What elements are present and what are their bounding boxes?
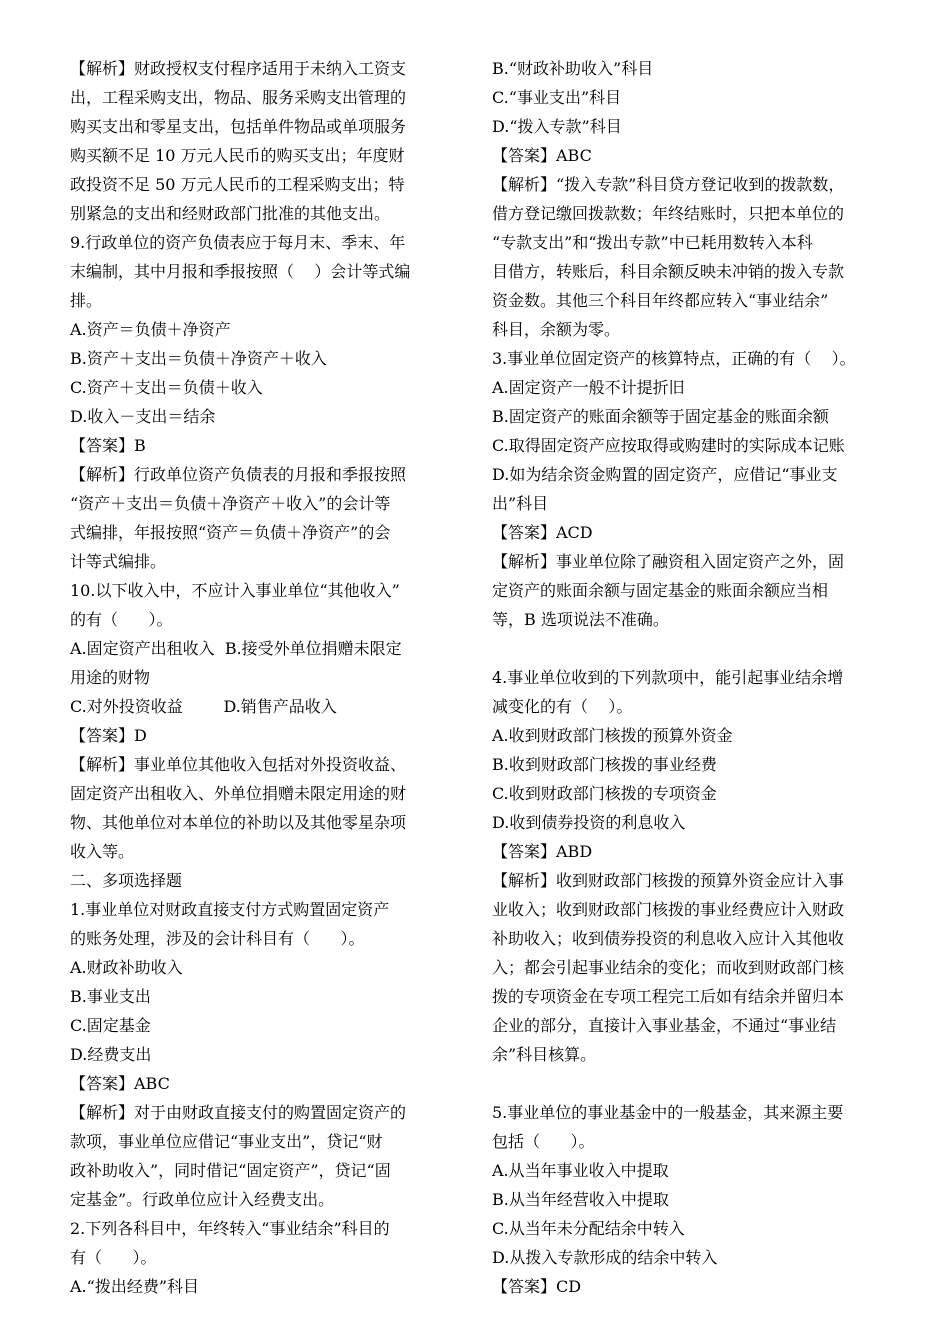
text-line: 业收入；收到财政部门核拨的事业经费应计入财政 <box>492 900 845 919</box>
text-line: 用途的财物 <box>70 668 151 687</box>
text-line: A.固定资产一般不计提折旧 <box>492 378 685 397</box>
text-line: 出，工程采购支出，物品、服务采购支出管理的 <box>70 88 407 107</box>
text-line: 的账务处理，涉及的会计科目有（ ）。 <box>70 929 365 948</box>
text-line: C.固定基金 <box>70 1016 151 1035</box>
text-line: D.经费支出 <box>70 1045 152 1064</box>
text-line: 【答案】D <box>70 726 147 745</box>
blank-line <box>492 1069 904 1098</box>
text-line: 【解析】收到财政部门核拨的预算外资金应计入事 <box>492 871 845 890</box>
text-line: 包括（ ）。 <box>492 1132 595 1151</box>
text-line: 减变化的有（ ）。 <box>492 697 633 716</box>
text-line: B.“财政补助收入”科目 <box>492 59 654 78</box>
text-line: 政投资不足 50 万元人民币的工程采购支出；特 <box>70 175 405 194</box>
text-line: B.资产＋支出＝负债＋净资产＋收入 <box>70 349 327 368</box>
text-line: 别紧急的支出和经财政部门批准的其他支出。 <box>70 204 391 223</box>
text-line: 余”科目核算。 <box>492 1045 597 1064</box>
text-line: 购买额不足 10 万元人民币的购买支出；年度财 <box>70 146 405 165</box>
right-column <box>492 54 904 1301</box>
text-line: 【答案】ABC <box>492 146 592 165</box>
text-line: 款项，事业单位应借记“事业支出”，贷记“财 <box>70 1132 383 1151</box>
text-line: 式编排，年报按照“资产＝负债＋净资产”的会 <box>70 523 391 542</box>
text-line: C.资产＋支出＝负债＋收入 <box>70 378 263 397</box>
text-line: 定资产的账面余额与固定基金的账面余额应当相 <box>492 581 829 600</box>
text-line: 拨的专项资金在专项工程完工后如有结余并留归本 <box>492 987 845 1006</box>
text-line: “专款支出”和“拨出专款”中已耗用数转入本科 <box>492 233 813 252</box>
text-line: 【答案】ABD <box>492 842 593 861</box>
text-line: 等，B 选项说法不准确。 <box>492 610 669 629</box>
text-line: 4.事业单位收到的下列款项中，能引起事业结余增 <box>492 668 844 687</box>
text-line: A.财政补助收入 <box>70 958 183 977</box>
text-line: B.收到财政部门核拨的事业经费 <box>492 755 717 774</box>
left-column <box>70 54 455 1301</box>
text-line: C.取得固定资产应按取得或购建时的实际成本记账 <box>492 436 845 455</box>
text-line: D.如为结余资金购置的固定资产，应借记“事业支 <box>492 465 838 484</box>
text-line: A.资产＝负债＋净资产 <box>70 320 231 339</box>
text-line: 【答案】CD <box>492 1277 582 1296</box>
text-line: 购买支出和零星支出，包括单件物品或单项服务 <box>70 117 407 136</box>
text-line: 5.事业单位的事业基金中的一般基金，其来源主要 <box>492 1103 844 1122</box>
text-line: C.从当年未分配结余中转入 <box>492 1219 685 1238</box>
text-line: A.“拨出经费”科目 <box>70 1277 200 1296</box>
text-line: 物、其他单位对本单位的补助以及其他零星杂项 <box>70 813 407 832</box>
text-line: B.事业支出 <box>70 987 151 1006</box>
text-line: 收入等。 <box>70 842 135 861</box>
text-line: 计等式编排。 <box>70 552 167 571</box>
text-line: 的有（ ）。 <box>70 610 173 629</box>
text-line: 【解析】事业单位其他收入包括对外投资收益、 <box>70 755 407 774</box>
text-line: D.收到债券投资的利息收入 <box>492 813 686 832</box>
text-line: 政补助收入”，同时借记“固定资产”，贷记“固 <box>70 1161 391 1180</box>
text-line: 10.以下收入中，不应计入事业单位“其他收入” <box>70 581 400 600</box>
text-line: C.“事业支出”科目 <box>492 88 622 107</box>
text-line: 目借方，转账后，科目余额反映未冲销的拨入专款 <box>492 262 845 281</box>
text-line: 资金数。其他三个科目年终都应转入“事业结余” <box>492 291 829 310</box>
text-line: C.收到财政部门核拨的专项资金 <box>492 784 717 803</box>
text-line: 出”科目 <box>492 494 549 513</box>
text-line: 末编制，其中月报和季报按照（ ）会计等式编 <box>70 262 411 281</box>
text-line: 【答案】ABC <box>70 1074 170 1093</box>
text-line: 【解析】“拨入专款”科目贷方登记收到的拨款数， <box>492 175 845 194</box>
text-line: 【答案】B <box>70 436 146 455</box>
text-line: 【解析】财政授权支付程序适用于未纳入工资支 <box>70 59 407 78</box>
text-line: 企业的部分，直接计入事业基金，不通过“事业结 <box>492 1016 837 1035</box>
text-line: “资产＋支出＝负债＋净资产＋收入”的会计等 <box>70 494 391 513</box>
text-line: 入；都会引起事业结余的变化；而收到财政部门核 <box>492 958 845 977</box>
text-line: B.从当年经营收入中提取 <box>492 1190 669 1209</box>
text-line: 补助收入；收到债券投资的利息收入应计入其他收 <box>492 929 845 948</box>
text-line: 2.下列各科目中，年终转入“事业结余”科目的 <box>70 1219 390 1238</box>
text-line: 借方登记缴回拨款数；年终结账时，只把本单位的 <box>492 204 845 223</box>
text-line: 【解析】事业单位除了融资租入固定资产之外，固 <box>492 552 845 571</box>
text-line: 二、多项选择题 <box>70 871 183 890</box>
text-line: 【答案】ACD <box>492 523 593 542</box>
text-line: D.收入－支出＝结余 <box>70 407 216 426</box>
text-line: 科目，余额为零。 <box>492 320 621 339</box>
text-line: 定基金”。行政单位应计入经费支出。 <box>70 1190 335 1209</box>
text-line: 有（ ）。 <box>70 1248 157 1267</box>
text-line: 【解析】行政单位资产负债表的月报和季报按照 <box>70 465 407 484</box>
text-line: D.从拨入专款形成的结余中转入 <box>492 1248 718 1267</box>
text-line: 9.行政单位的资产负债表应于每月末、季末、年 <box>70 233 406 252</box>
text-line: D.“拨入专款”科目 <box>492 117 622 136</box>
text-line: A.收到财政部门核拨的预算外资金 <box>492 726 733 745</box>
text-line: 固定资产出租收入、外单位捐赠未限定用途的财 <box>70 784 407 803</box>
text-line: 1.事业单位对财政直接支付方式购置固定资产 <box>70 900 390 919</box>
blank-line <box>492 634 904 663</box>
text-line: A.从当年事业收入中提取 <box>492 1161 669 1180</box>
text-line: A.固定资产出租收入 B.接受外单位捐赠未限定 <box>70 639 402 658</box>
text-line: B.固定资产的账面余额等于固定基金的账面余额 <box>492 407 829 426</box>
text-line: 【解析】对于由财政直接支付的购置固定资产的 <box>70 1103 407 1122</box>
text-line: 3.事业单位固定资产的核算特点，正确的有（ ）。 <box>492 349 856 368</box>
text-line: C.对外投资收益 D.销售产品收入 <box>70 697 337 716</box>
text-line: 排。 <box>70 291 103 310</box>
